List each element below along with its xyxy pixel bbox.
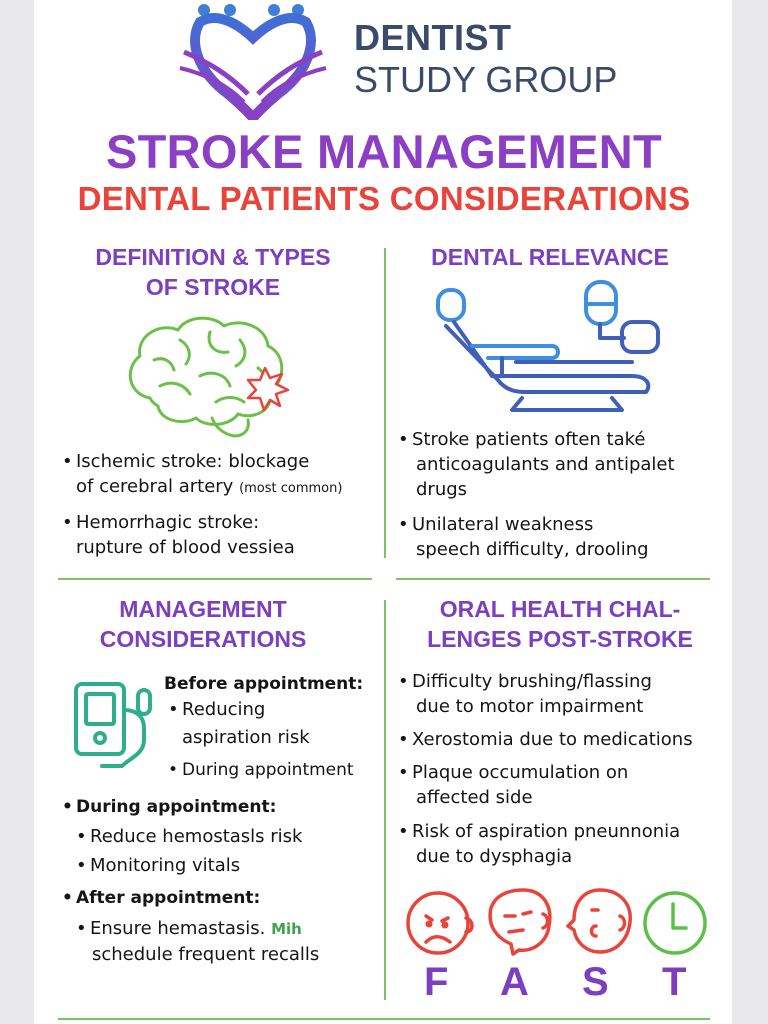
fast-letter-s: S [582,960,609,1004]
relevance-heading: DENTAL RELEVANCE [431,244,669,270]
arm-weakness-face-icon [483,886,557,958]
plaque-line2: affected side [416,787,533,808]
before-item-during: • During appointment [168,760,354,780]
after-appointment-label: • After appointment: [62,888,261,908]
after-label-text: After appointment: [76,888,261,908]
reducing-line2: aspiration risk [182,727,310,748]
anticoag-line1: Stroke patients often také [412,429,646,450]
during-appointment-label: • During appointment: [62,797,277,817]
oral-heading-line2: LENGES POST-STROKE [427,626,693,652]
oral-bullet-plaque: • Plaque occumulation on affected side [398,762,629,808]
ischemic-line2: of cerebral artery [76,476,234,497]
oral-health-heading [400,594,720,654]
after-line2: schedule frequent recalls [92,944,320,965]
brushing-line1: Difficulty brushing/flassing [412,671,652,692]
brain-icon [120,310,298,440]
after-line1: Ensure hemastasis. [90,918,266,939]
definition-bullet-ischemic: • Ischemic stroke: blockage of cerebral artery (most common) [62,451,343,497]
management-heading-line1: MANAGEMENT [119,596,287,622]
during-item-hemostasis: • Reduce hemostasls risk [76,826,303,847]
speech-face-icon [566,886,638,958]
weakness-line1: Unilateral weakness [412,514,594,535]
dentist-study-group-logo-icon [178,2,328,120]
plaque-line1: Plaque occumulation on [412,762,629,783]
horizontal-divider-left [58,578,372,580]
brand-name-line1: DENTIST [354,17,512,58]
definition-heading [58,242,368,302]
bottom-divider [58,1018,710,1020]
during-label-text: During appointment: [76,797,277,817]
hemorrhagic-line1: Hemorrhagic stroke: [76,512,260,533]
before-during-text: During appointment [182,760,354,780]
fast-letter-a: A [500,960,529,1004]
page-title: STROKE MANAGEMENT [105,125,663,178]
vertical-divider-top [384,248,386,558]
management-heading-line2: CONSIDERATIONS [99,626,307,652]
hemorrhagic-line2: rupture of blood vessiea [76,537,295,558]
weakness-line2: speech difficulty, drooling [416,539,649,560]
oral-bullet-xerostomia: • Xerostomia due to medications [398,729,693,750]
ischemic-note: (most common) [239,481,343,496]
fast-letter-t: T [662,960,687,1004]
relevance-bullet-anticoagulants: • Stroke patients often také anticoagulants and antipalet drugs [398,429,675,500]
clock-icon [640,888,710,958]
face-droop-icon [404,888,476,958]
page-subtitle: DENTAL PATIENTS CONSIDERATIONS [77,180,691,217]
oral-bullet-aspiration: • Risk of aspiration pneunnonia due to dysphagia [398,821,681,867]
definition-heading-line2: OF STROKE [145,274,281,300]
during-item-vitals: • Monitoring vitals [76,855,241,876]
after-item-recalls: • Ensure hemastasis. Mih schedule frequent recalls [76,918,320,965]
aspiration-line2: due to dysphagia [416,846,573,867]
xerostomia-text: Xerostomia due to medications [412,729,693,750]
aspiration-line1: Risk of aspiration pneunnonia [412,821,681,842]
horizontal-divider-right [396,578,710,580]
hemostasis-text: Reduce hemostasls risk [90,826,303,847]
ischemic-line1: Ischemic stroke: blockage [76,451,310,472]
oral-bullet-brushing: • Difficulty brushing/flassing due to motor impairment [398,671,652,717]
definition-heading-line1: DEFINITION & TYPES [95,244,331,270]
before-item-reducing: • Reducing aspiration risk [168,699,310,748]
vitals-text: Monitoring vitals [90,855,241,876]
before-appointment-label: Before appointment: [164,674,364,694]
anticoag-line2: anticoagulants and antipalet [416,454,675,475]
anticoag-line3: drugs [416,479,468,500]
management-heading [48,594,358,654]
oral-heading-line1: ORAL HEALTH CHAL- [439,596,681,622]
after-mark: Mih [271,920,302,938]
brand-name-line2: STUDY GROUP [354,59,618,100]
brushing-line2: due to motor impairment [416,696,644,717]
blood-pressure-monitor-icon [72,680,158,774]
reducing-line1: Reducing [182,699,266,720]
definition-bullet-hemorrhagic: • Hemorrhagic stroke: rupture of blood vessiea [62,512,295,558]
fast-letter-f: F [424,960,449,1004]
relevance-bullet-weakness: • Unilateral weakness speech difficulty, drooling [398,514,649,560]
dental-chair-icon [432,280,666,414]
